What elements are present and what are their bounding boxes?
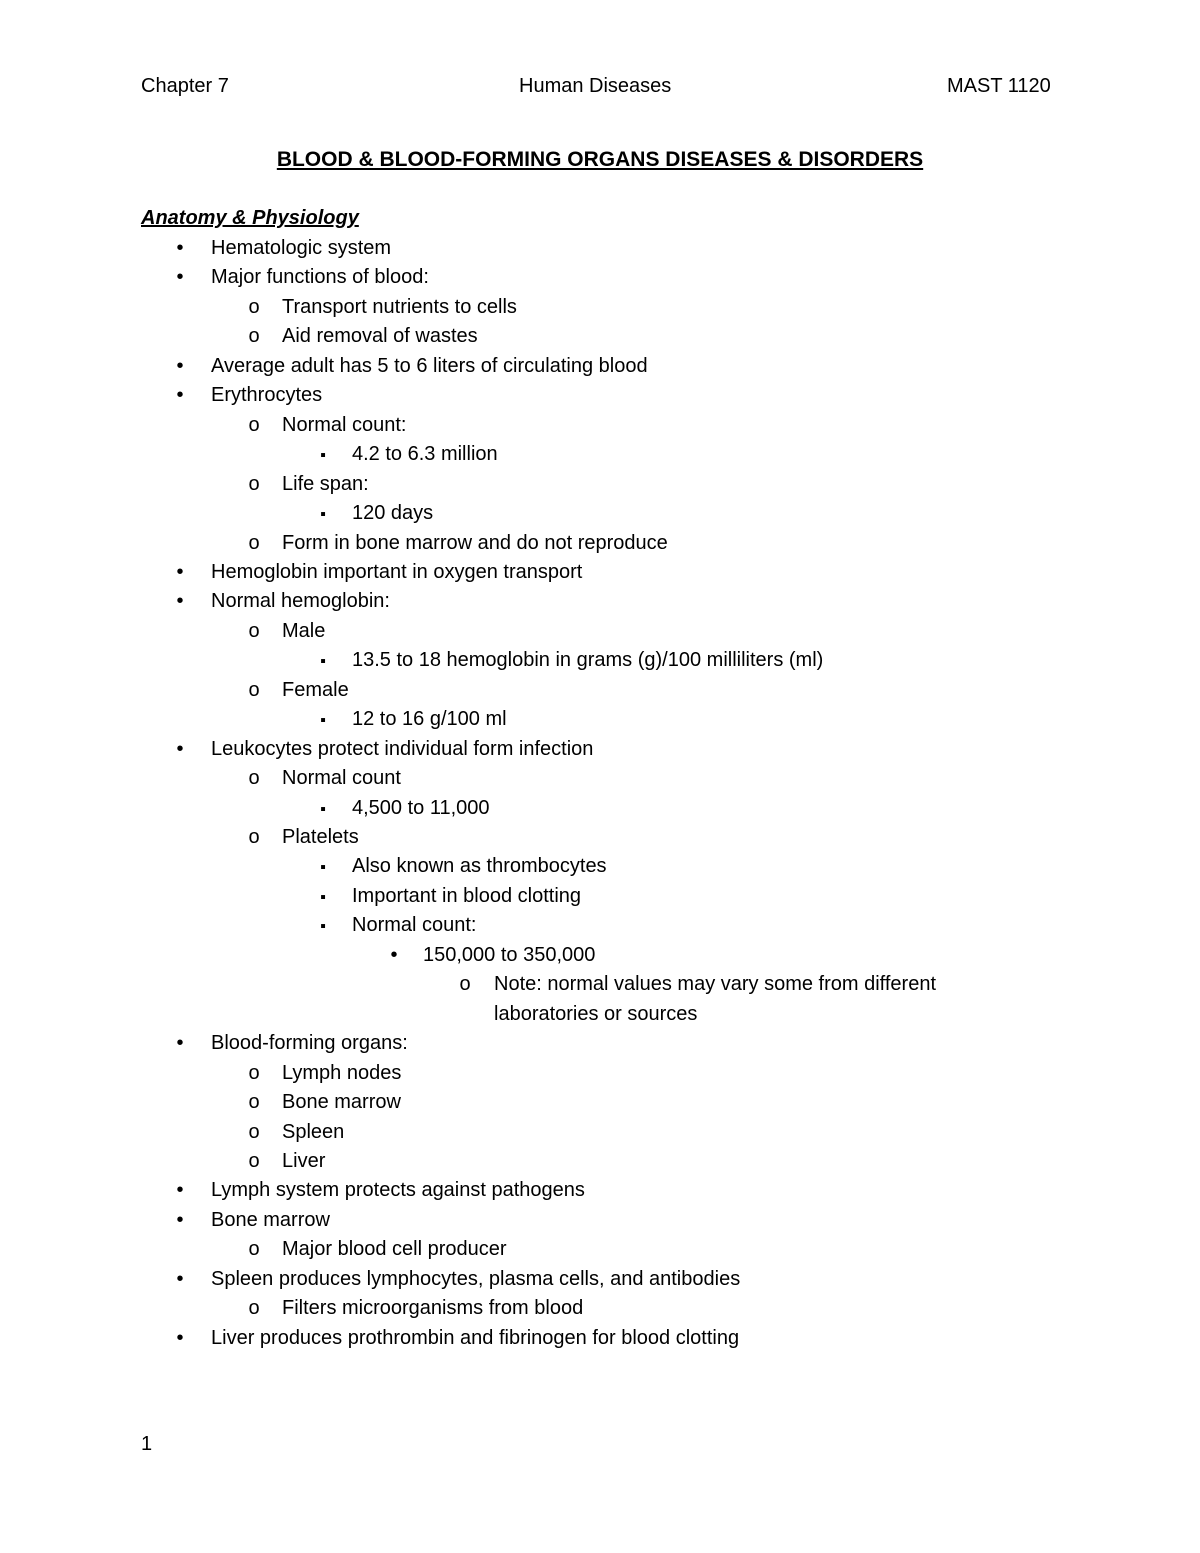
list-item: Normal count: xyxy=(352,914,477,936)
list-item: 4.2 to 6.3 million xyxy=(352,443,498,465)
circle-bullet-icon xyxy=(244,1061,264,1085)
list-item: Normal count: xyxy=(282,414,407,436)
list-item: Spleen produces lymphocytes, plasma cells, and antibodies xyxy=(211,1268,741,1290)
square-bullet-icon xyxy=(313,707,333,733)
list-item: 13.5 to 18 hemoglobin in grams (g)/100 milliliters (ml) xyxy=(352,649,824,671)
square-bullet-icon xyxy=(313,913,333,939)
list-item: Note: normal values may vary some from different xyxy=(494,973,937,995)
bullet-icon xyxy=(170,383,190,407)
list-item: Bone marrow xyxy=(211,1209,330,1231)
square-bullet-icon xyxy=(313,648,333,674)
bullet-icon xyxy=(170,589,190,613)
list-item: Liver produces prothrombin and fibrinogen for blood clotting xyxy=(211,1327,740,1349)
bullet-icon xyxy=(170,1208,190,1232)
list-item: Female xyxy=(282,679,349,701)
circle-bullet-icon xyxy=(244,766,264,790)
bullet-icon xyxy=(170,560,190,584)
header-chapter: Chapter 7 xyxy=(141,75,229,97)
document-title: BLOOD & BLOOD-FORMING ORGANS DISEASES & DISORDERS xyxy=(276,148,924,171)
bullet-icon xyxy=(170,354,190,378)
page-number: 1 xyxy=(141,1433,153,1455)
list-item: Normal count xyxy=(282,767,401,789)
circle-bullet-icon xyxy=(244,1120,264,1144)
bullet-icon xyxy=(170,265,190,289)
list-item: Transport nutrients to cells xyxy=(282,296,517,318)
circle-bullet-icon xyxy=(244,531,264,555)
list-item: 4,500 to 11,000 xyxy=(352,797,490,819)
square-bullet-icon xyxy=(313,884,333,910)
square-bullet-icon xyxy=(313,796,333,822)
circle-bullet-icon xyxy=(455,972,475,996)
circle-bullet-icon xyxy=(244,472,264,496)
square-bullet-icon xyxy=(313,501,333,527)
bullet-icon xyxy=(170,236,190,260)
bullet-icon xyxy=(170,1031,190,1055)
circle-bullet-icon xyxy=(244,825,264,849)
list-item: Erythrocytes xyxy=(211,384,323,406)
header-course-title: Human Diseases xyxy=(519,75,672,97)
list-item: Liver xyxy=(282,1150,326,1172)
list-item: Bone marrow xyxy=(282,1091,401,1113)
circle-bullet-icon xyxy=(244,1149,264,1173)
list-item: Filters microorganisms from blood xyxy=(282,1297,584,1319)
list-item: Life span: xyxy=(282,473,369,495)
list-item: Also known as thrombocytes xyxy=(352,855,607,877)
list-item: Average adult has 5 to 6 liters of circulating blood xyxy=(211,355,648,377)
circle-bullet-icon xyxy=(244,1296,264,1320)
bullet-icon xyxy=(170,1326,190,1350)
list-item: Male xyxy=(282,620,326,642)
list-item: laboratories or sources xyxy=(494,1003,698,1025)
list-item: 120 days xyxy=(352,502,434,524)
square-bullet-icon xyxy=(313,854,333,880)
bullet-icon xyxy=(170,1267,190,1291)
list-item: Form in bone marrow and do not reproduce xyxy=(282,532,668,554)
circle-bullet-icon xyxy=(244,1237,264,1261)
bullet-icon xyxy=(170,737,190,761)
header-course-code: MAST 1120 xyxy=(947,75,1051,97)
list-item: Lymph system protects against pathogens xyxy=(211,1179,585,1201)
list-item: Spleen xyxy=(282,1121,345,1143)
circle-bullet-icon xyxy=(244,324,264,348)
list-item: 150,000 to 350,000 xyxy=(423,944,596,966)
list-item: Leukocytes protect individual form infection xyxy=(211,738,594,760)
list-item: Platelets xyxy=(282,826,359,848)
list-item: Blood-forming organs: xyxy=(211,1032,408,1054)
list-item: Hematologic system xyxy=(211,237,392,259)
bullet-icon xyxy=(170,1178,190,1202)
circle-bullet-icon xyxy=(244,295,264,319)
circle-bullet-icon xyxy=(244,678,264,702)
square-bullet-icon xyxy=(313,442,333,468)
list-item: 12 to 16 g/100 ml xyxy=(352,708,507,730)
circle-bullet-icon xyxy=(244,1090,264,1114)
bullet-icon xyxy=(384,943,404,967)
list-item: Important in blood clotting xyxy=(352,885,582,907)
list-item: Aid removal of wastes xyxy=(282,325,478,347)
list-item: Normal hemoglobin: xyxy=(211,590,390,612)
section-heading: Anatomy & Physiology xyxy=(141,207,359,229)
list-item: Lymph nodes xyxy=(282,1062,402,1084)
circle-bullet-icon xyxy=(244,413,264,437)
list-item: Major functions of blood: xyxy=(211,266,429,288)
list-item: Hemoglobin important in oxygen transport xyxy=(211,561,583,583)
list-item: Major blood cell producer xyxy=(282,1238,507,1260)
circle-bullet-icon xyxy=(244,619,264,643)
